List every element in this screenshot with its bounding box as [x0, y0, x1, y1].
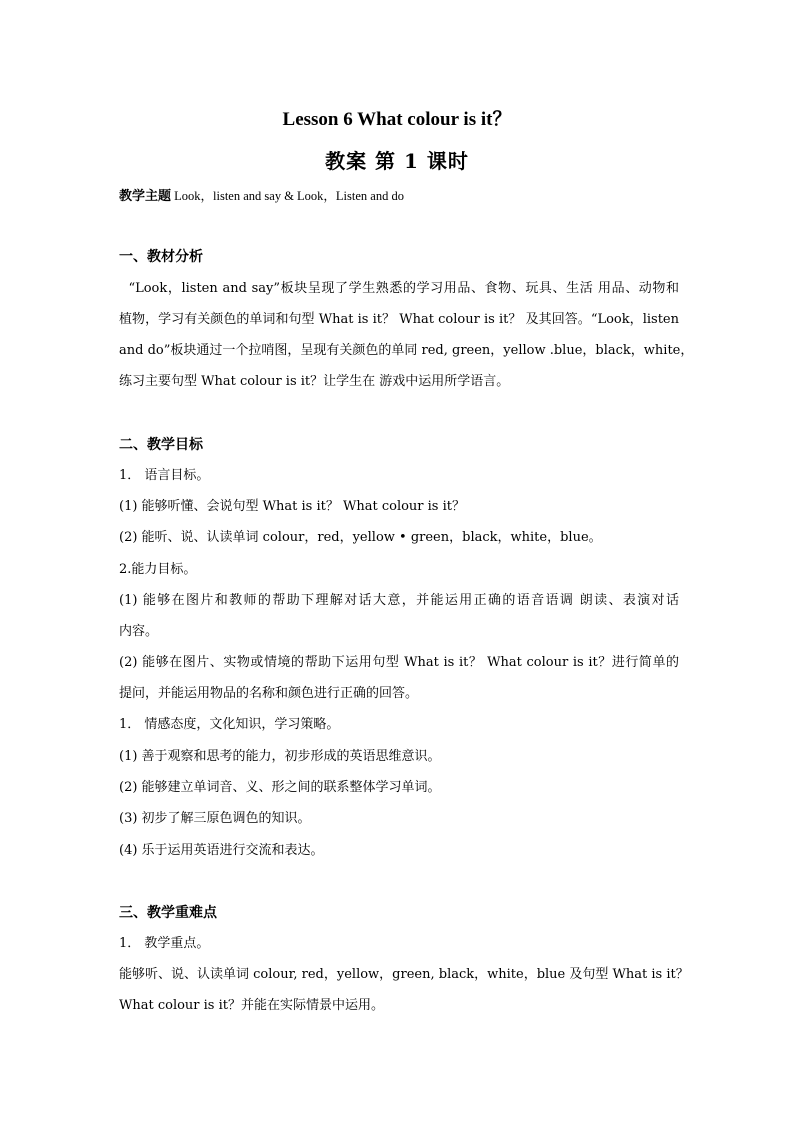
section-heading-analysis: 一、教材分析: [119, 249, 203, 265]
list-item: 1． 语言目标。: [119, 468, 210, 483]
list-item: (4) 乐于运用英语进行交流和表达。: [119, 843, 324, 858]
paragraph-line: and do”板块通过一个拉哨图，呈现有关颜色的单同 red, green，yellow .blue，black，white，: [119, 343, 694, 358]
list-item: (2) 能听、说、认读单词 colour，red，yellow • green，black，white，blue。: [119, 530, 602, 545]
list-item: 1． 情感态度，文化知识，学习策略。: [119, 717, 340, 732]
theme-value: Look，listen and say & Look，Listen and do: [171, 189, 404, 203]
paragraph-line: 植物，学习有关颜色的单词和句型 What is it？ What colour is it？ 及其回答。“Look，listen: [119, 312, 679, 327]
theme-label: 教学主题: [119, 189, 172, 204]
list-item: (3) 初步了解三原色调色的知识。: [119, 811, 311, 826]
list-item: (1) 能够听懂、会说句型 What is it？ What colour is it？: [119, 499, 465, 514]
list-item: 提问，并能运用物品的名称和颜色进行正确的回答。: [119, 686, 419, 701]
paragraph-line: What colour is it？并能在实际情景中运用。: [119, 998, 384, 1013]
list-item: 2.能力目标。: [119, 562, 197, 577]
paragraph-line: 练习主要句型 What colour is it？让学生在 游戏中运用所学语言。: [119, 374, 510, 389]
section-heading-key-points: 三、教学重难点: [119, 905, 217, 921]
paragraph-line: “Look，listen and say”板块呈现了学生熟悉的学习用品、食物、玩具、生活 用品、动物和: [119, 281, 679, 296]
list-item: 1． 教学重点。: [119, 936, 210, 951]
list-item: (2) 能够建立单词音、义、形之间的联系整体学习单词。: [119, 780, 441, 795]
list-item: (1) 善于观察和思考的能力，初步形成的英语思维意识。: [119, 749, 441, 764]
lesson-subtitle: 教案 第 1 课时: [325, 149, 469, 173]
paragraph-line: 能够听、说、认读单词 colour, red，yellow，green, black，white，blue 及句型 What is it？: [119, 967, 689, 982]
section-heading-objectives: 二、教学目标: [119, 437, 203, 453]
list-item: 内容。: [119, 624, 159, 639]
list-item: (1) 能够在图片和教师的帮助下理解对话大意，并能运用正确的语音语调 朗读、表演对话: [119, 593, 679, 608]
lesson-title: Lesson 6 What colour is it？: [282, 109, 512, 130]
list-item: (2) 能够在图片、实物或情境的帮助下运用句型 What is it？ What colour is it？进行简单的: [119, 655, 679, 670]
teaching-theme: [119, 187, 679, 206]
